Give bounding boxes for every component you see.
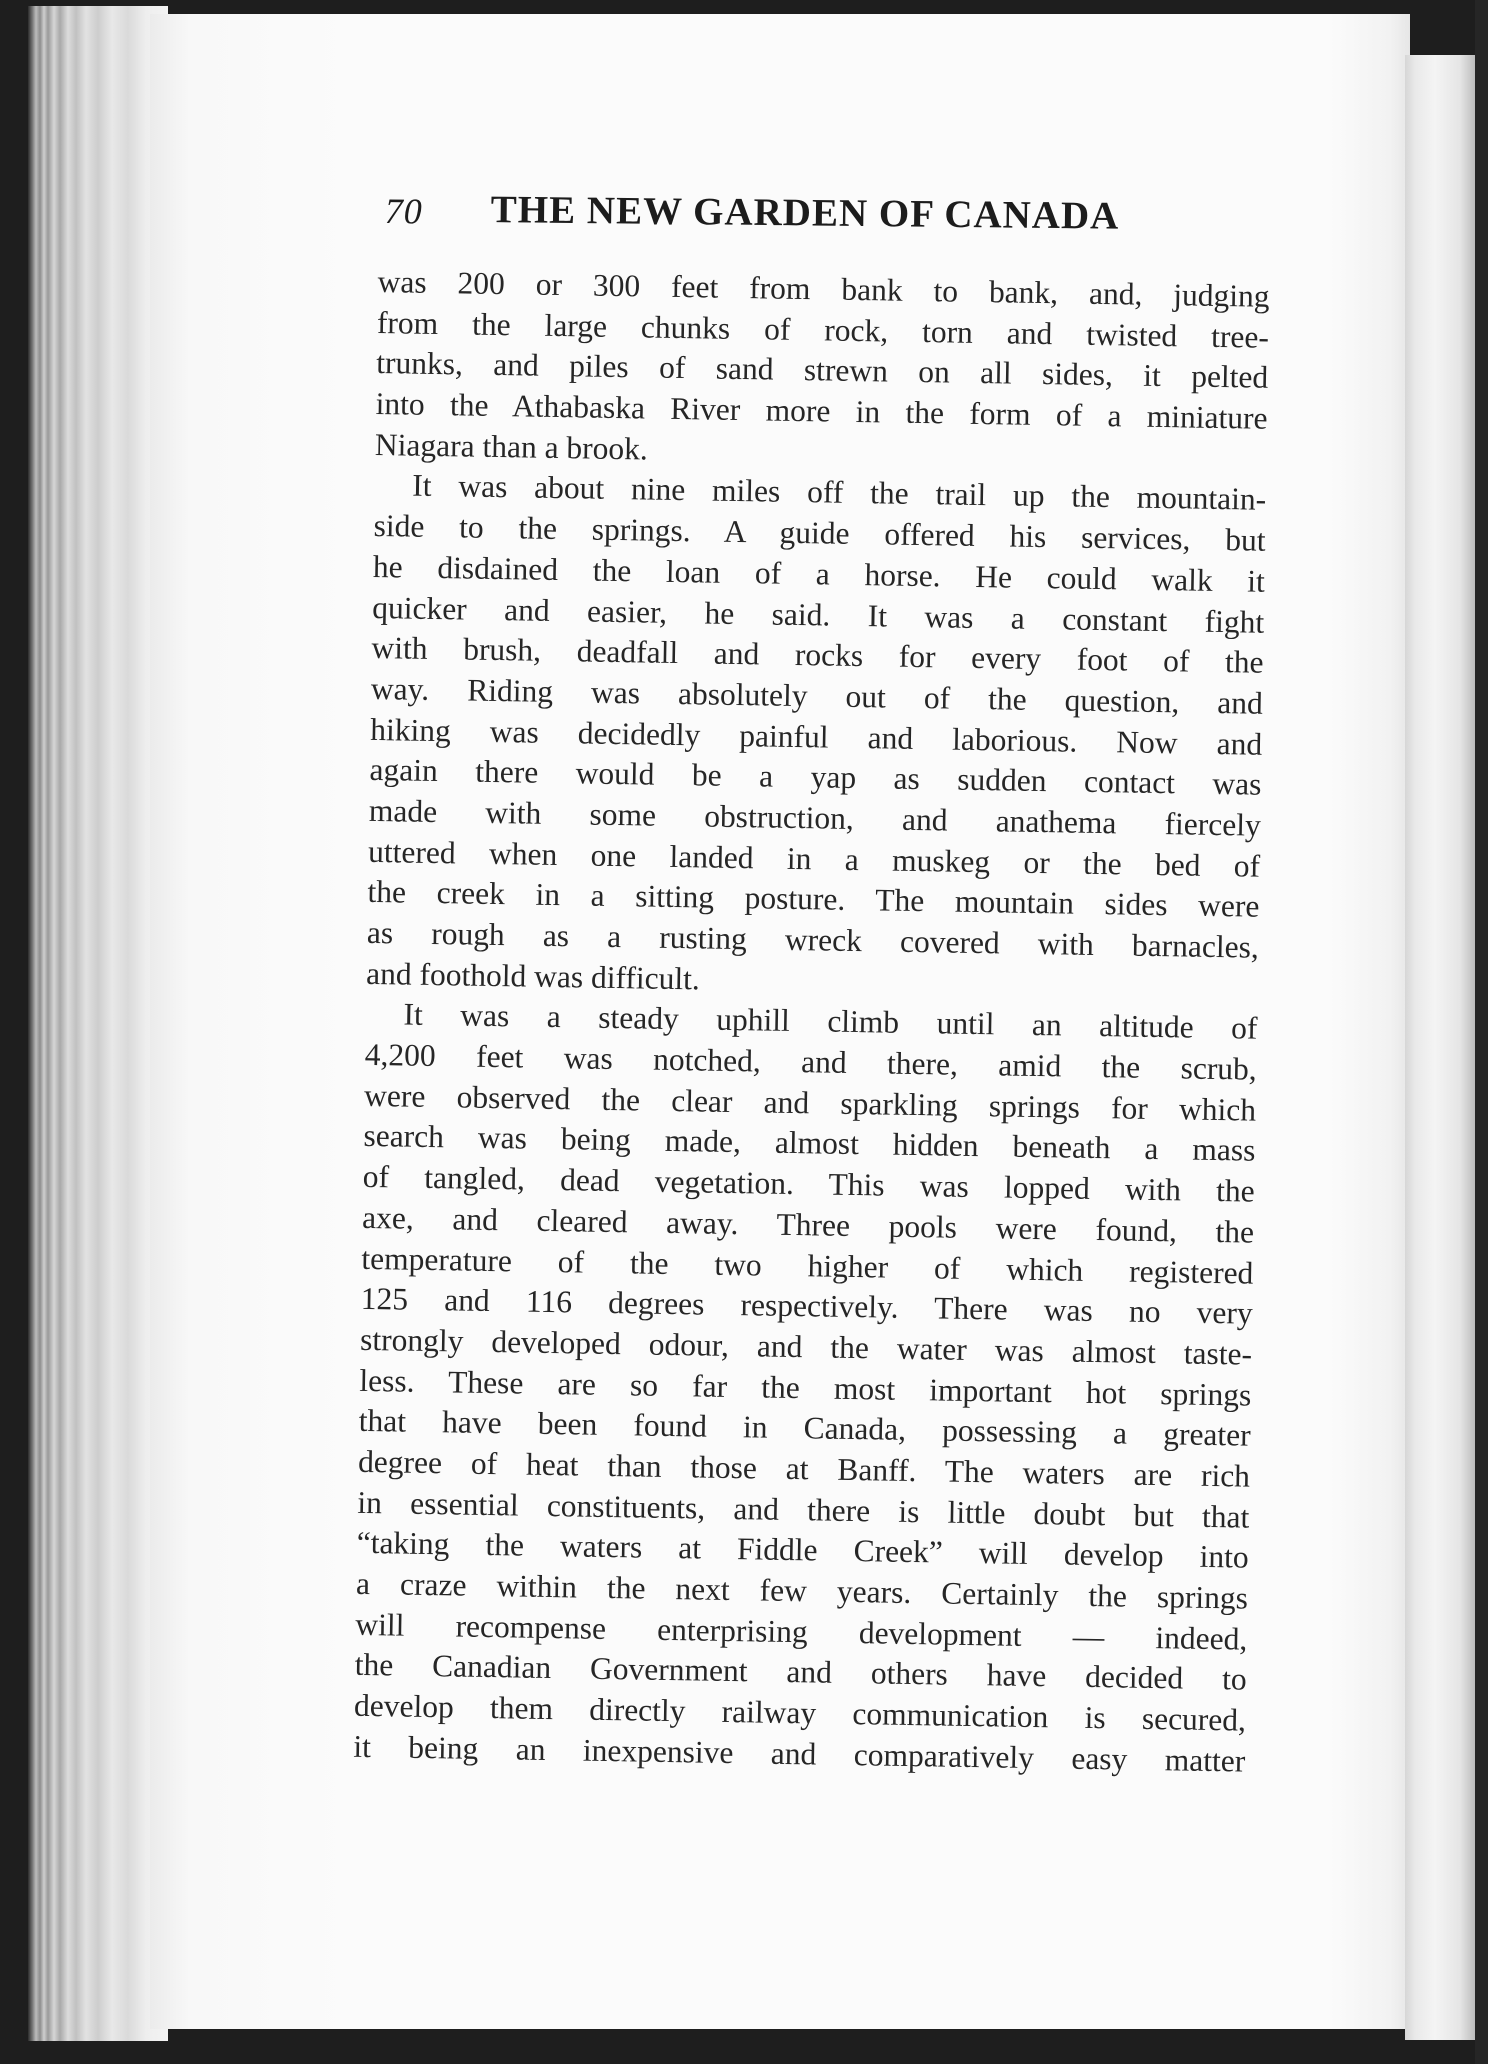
text-line: the creek in a sitting posture. The mountain sides were bbox=[367, 874, 1260, 925]
text-line: from the large chunks of rock, torn and twisted tree- bbox=[376, 304, 1270, 355]
text-line: side to the springs. A guide offered his services, but bbox=[373, 508, 1266, 558]
next-page-edge bbox=[1405, 55, 1475, 2040]
text-line: Niagara than a brook. bbox=[374, 426, 649, 467]
text-line: 125 and 116 degrees respectively. There was no very bbox=[360, 1281, 1253, 1331]
page-header bbox=[384, 190, 1185, 258]
text-line: It was a steady uphill climb until an altitude of bbox=[403, 996, 1258, 1047]
text-line: a craze within the next few years. Certainly the springs bbox=[355, 1565, 1249, 1616]
body-text bbox=[353, 262, 1270, 1782]
running-title: THE NEW GARDEN OF CANADA bbox=[490, 188, 1120, 238]
text-line: degree of heat than those at Banff. The waters are rich bbox=[357, 1443, 1251, 1494]
text-line: 4,200 feet was notched, and there, amid the scrub, bbox=[364, 1036, 1258, 1087]
text-line: uttered when one landed in a muskeg or the bed of bbox=[367, 833, 1261, 884]
text-line: quicker and easier, he said. It was a constant fight bbox=[371, 589, 1265, 640]
page-number: 70 bbox=[384, 190, 423, 232]
text-line: way. Riding was absolutely out of the question, and bbox=[370, 670, 1264, 721]
text-line: axe, and cleared away. Three pools were found, the bbox=[361, 1199, 1255, 1250]
text-line: was 200 or 300 feet from bank to bank, and, judging bbox=[377, 263, 1270, 314]
text-line: again there would be a yap as sudden contact was bbox=[369, 752, 1262, 802]
text-line: hiking was decidedly painful and laborious. Now and bbox=[369, 711, 1263, 762]
text-line: “taking the waters at Fiddle Creek” will develop into bbox=[356, 1525, 1249, 1575]
text-line: trunks, and piles of sand strewn on all sides, it pelted bbox=[376, 345, 1269, 396]
text-line: and foothold was difficult. bbox=[365, 955, 701, 997]
text-line: less. These are so far the most important hot springs bbox=[359, 1362, 1252, 1413]
text-line: he disdained the loan of a horse. He could walk it bbox=[372, 548, 1266, 599]
text-line: It was about nine miles off the trail up the mountain- bbox=[412, 468, 1267, 518]
text-line: search was being made, almost hidden beneath a mass bbox=[363, 1118, 1256, 1169]
text-line: the Canadian Government and others have decided to bbox=[354, 1647, 1247, 1697]
text-line: will recompense enterprising development — indeed, bbox=[355, 1606, 1248, 1657]
scan-border bbox=[1475, 0, 1488, 2064]
text-line: temperature of the two higher of which registered bbox=[361, 1240, 1254, 1291]
text-line: of tangled, dead vegetation. This was lopped with the bbox=[362, 1159, 1256, 1209]
text-line: in essential constituents, and there is little doubt but that bbox=[357, 1484, 1250, 1535]
page-stack-edge bbox=[28, 6, 168, 2041]
text-line: it being an inexpensive and comparatively easy matter bbox=[353, 1728, 1246, 1779]
text-line: made with some obstruction, and anathema fiercely bbox=[368, 792, 1262, 843]
text-line: were observed the clear and sparkling springs for which bbox=[363, 1077, 1257, 1128]
text-line: with brush, deadfall and rocks for every foot of the bbox=[371, 630, 1264, 680]
text-line: develop them directly railway communication is secured, bbox=[353, 1687, 1247, 1738]
text-line: strongly developed odour, and the water was almost taste- bbox=[359, 1321, 1253, 1372]
text-line: as rough as a rusting wreck covered with barnacles, bbox=[366, 914, 1260, 965]
text-line: into the Athabaska River more in the form of a miniature bbox=[375, 386, 1268, 436]
text-line: that have been found in Canada, possessing a greater bbox=[358, 1403, 1251, 1453]
